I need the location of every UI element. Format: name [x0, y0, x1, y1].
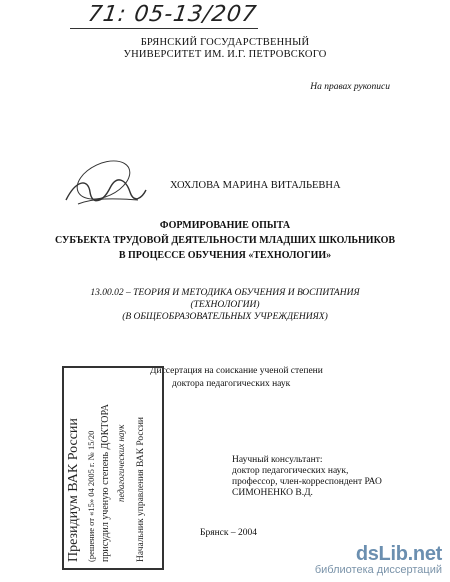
stamp-line5: Начальник управления ВАК России	[136, 417, 146, 562]
specialty-line2: (ТЕХНОЛОГИИ)	[190, 300, 260, 310]
consultant-line2: доктор педагогических наук,	[232, 466, 349, 476]
stamp-line2: (решение от «15» 04 2005 г. № 15/20	[86, 430, 96, 562]
dissertation-note	[150, 365, 323, 391]
author-signature	[58, 170, 148, 210]
manuscript-note: На правах рукописи	[310, 82, 390, 92]
watermark-subtitle: библиотека диссертаций	[314, 564, 442, 576]
title-line1: ФОРМИРОВАНИЕ ОПЫТА	[159, 220, 291, 231]
scientific-consultant	[232, 455, 382, 499]
university-name-line1: БРЯНСКИЙ ГОСУДАРСТВЕННЫЙ	[140, 37, 310, 48]
title-line3: В ПРОЦЕССЕ ОБУЧЕНИЯ «ТЕХНОЛОГИИ»	[118, 250, 332, 261]
handwritten-catalog-code: 71: 05-13/207	[86, 2, 259, 27]
city-year: Брянск – 2004	[200, 528, 257, 538]
title-line2: СУБЪЕКТА ТРУДОВОЙ ДЕЯТЕЛЬНОСТИ МЛАДШИХ ШКОЛЬНИКОВ	[54, 235, 396, 246]
stamp-line1: Президиум ВАК России	[66, 418, 81, 562]
specialty-line1: 13.00.02 – ТЕОРИЯ И МЕТОДИКА ОБУЧЕНИЯ И ВОСПИТАНИЯ	[90, 288, 360, 298]
author-name: ХОХЛОВА МАРИНА ВИТАЛЬЕВНА	[170, 180, 341, 191]
dissertation-line1: Диссертация на соискание ученой степени	[150, 366, 323, 376]
watermark	[315, 543, 442, 576]
handwritten-underline	[70, 28, 258, 29]
consultant-line3: профессор, член-корреспондент РАО	[232, 477, 382, 487]
vak-stamp	[64, 362, 154, 562]
university-name-line2: УНИВЕРСИТЕТ ИМ. И.Г. ПЕТРОВСКОГО	[123, 49, 327, 60]
stamp-line4: педагогических наук	[116, 424, 126, 502]
specialty-line3: (В ОБЩЕОБРАЗОВАТЕЛЬНЫХ УЧРЕЖДЕНИЯХ)	[122, 312, 328, 322]
consultant-line1: Научный консультант:	[232, 455, 323, 465]
dissertation-line2: доктора педагогических наук	[172, 379, 291, 389]
consultant-line4: СИМОНЕНКО В.Д.	[232, 488, 313, 498]
stamp-line3: присудил ученую степень ДОКТОРА	[100, 404, 111, 562]
watermark-logo: dsLib.net	[355, 543, 442, 565]
